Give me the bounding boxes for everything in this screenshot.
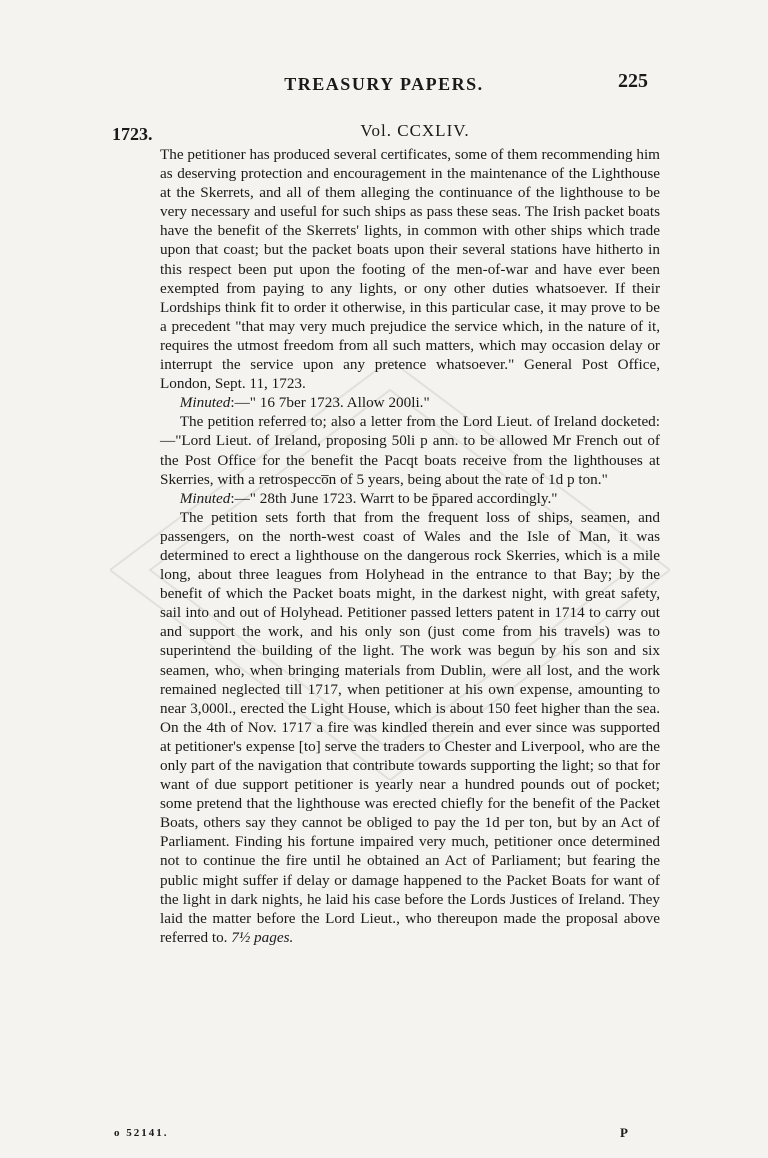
minuted-label: Minuted <box>179 394 231 412</box>
running-title: TREASURY PAPERS. <box>284 74 484 94</box>
minuted-label: Minuted <box>179 489 231 507</box>
signature-mark: o 52141. <box>114 1127 169 1139</box>
minuted-note-2 <box>160 489 660 508</box>
year-marginal: 1723. <box>112 124 153 144</box>
paragraph-petition-sets-forth <box>160 508 660 947</box>
paragraph-petition-referred: The petition referred to; also a letter from the Lord Lieut. of Ireland docketed:—"Lord Lieut. of Ireland, proposing 50li p ann. to be allowed Mr French out of the Post Office for the benefit the Pacqt boats receive from the lighthouses at Skerries, with a retrospecco̅n of 5 years, being about the rate of 1d p ton." <box>160 413 660 488</box>
minuted-text: :—" 16 7ber 1723. Allow 200li." <box>230 394 430 412</box>
body-text <box>160 145 660 947</box>
pages-note: 7½ pages. <box>231 928 294 946</box>
minuted-note-1 <box>160 393 660 412</box>
page-number: 225 <box>618 70 648 92</box>
signature-letter: P <box>620 1125 628 1140</box>
minuted-text: :—" 28th June 1723. Warrt to be p̄pared accordingly." <box>230 489 558 507</box>
volume-heading: Vol. CCXLIV. <box>360 121 470 140</box>
petition-body: The petition sets forth that from the frequent loss of ships, seamen, and passengers, on the north-west coast of Wales and the Isle of Man, it was determined to erect a lighthouse on the dangerous rock Skerries, which is a mile long, about three leagues from Holyhead in the entrance to that Bay; by the benefit of which the Packet boats might, in the darkest night, with great safety, sail into and out of Holyhead. Petitioner passed letters patent in 1714 to carry out and support the work, and his only son (just come from his travels) was to superintend the building of the light. The work was begun by his son and six seamen, who, when bringing materials from Dublin, were all lost, and the work remained neglected till 1717, when petitioner at his own expense, amounting to near 3,000l., erected the Light House, which is about 150 feet higher than the sea. On the 4th of Nov. 1717 a fire was kindled therein and ever since was supported at petitioner's expense [to] serve the traders to Chester and Liverpool, who are the only part of the navigation that contribute towards supporting the light; so that for want of due support petitioner is yearly near a hundred pounds out of pocket; some pretend that the lighthouse was erected chiefly for the benefit of the Packet Boats, others say they cannot be obliged to pay the 1d per ton, but by an Act of Parliament. Finding his fortune impaired very much, petitioner once determined not to continue the fire until he obtained an Act of Parliament; but fearing the public might suffer if delay or damage happened to the Packet Boats for want of the light in dark nights, he laid his case before the Lords Justices of Ireland. They laid the matter before the Lord Lieut., who thereupon made the proposal above referred to. <box>160 508 660 946</box>
paragraph-certificates: The petitioner has produced several certificates, some of them recommending him as deserving protection and encouragement in the maintenance of the Lighthouse at the Skerrets, and all of them alleging the continuance of the lighthouse to be very necessary and useful for such ships as pass these seas. The Irish packet boats have the benefit of the Skerrets' lights, in common with other ships which trade upon that coast; but the packet boats upon their several stations have hitherto in this respect been put upon the footing of the men-of-war and have ever been exempted from paying to any lights, or ony other duties whatsoever. If their Lordships think fit to order it otherwise, in this particular case, it may prove to be a precedent "that may very much prejudice the service which, in the nature of it, requires the utmost freedom from all such matters, which may occasion delay or interrupt the service upon any pretence whatsoever." General Post Office, London, Sept. 11, 1723. <box>160 146 660 393</box>
